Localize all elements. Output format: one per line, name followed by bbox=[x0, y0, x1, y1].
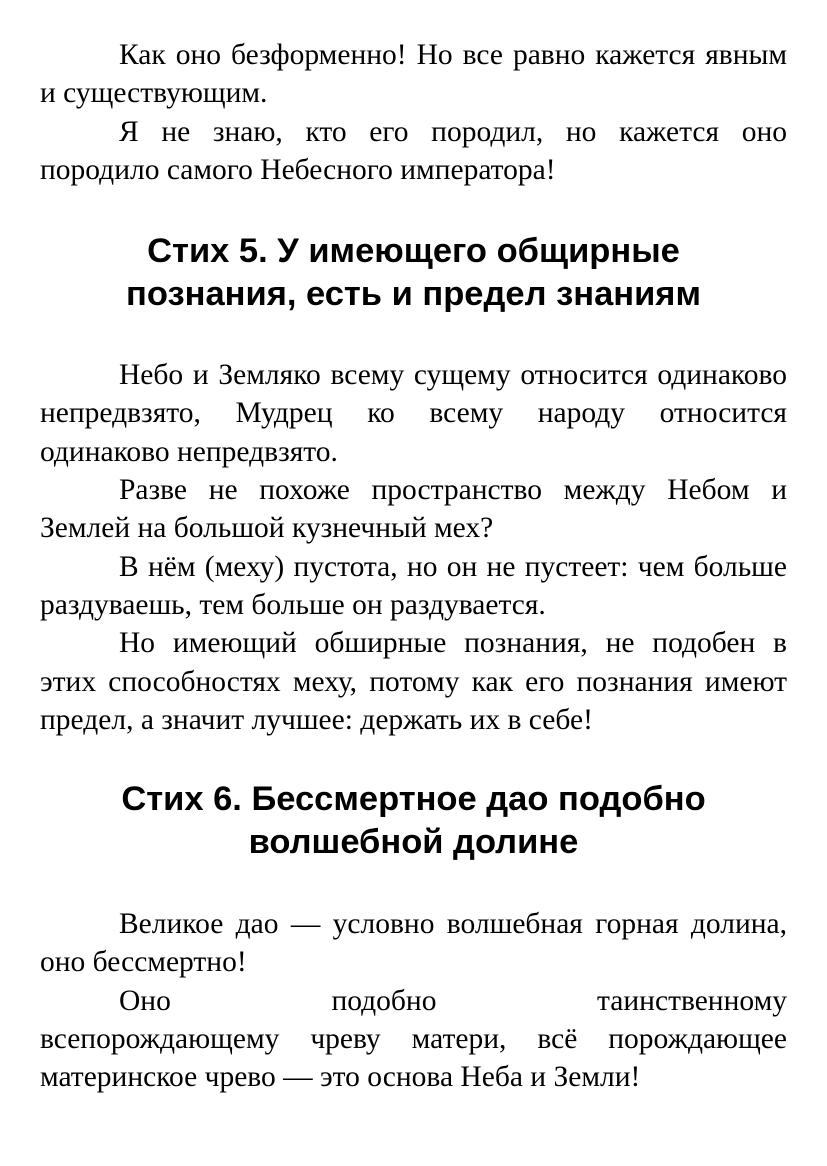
section-heading-verse-5 bbox=[40, 230, 787, 316]
paragraph: Я не знаю, кто его породил, но кажется оно породило самого Небесного императора! bbox=[40, 115, 787, 186]
paragraph: Но имеющий обширные познания, не подобен в этих способностях меху, потому как его познания имеют предел, а значит лучшее: держать их в себе! bbox=[40, 627, 787, 736]
intro-section bbox=[40, 36, 787, 189]
paragraph: Великое дао — условно волшебная горная долина, оно бессмертно! bbox=[40, 908, 787, 979]
paragraph: Как оно безформенно! Но все равно кажется явным и существующим. bbox=[40, 39, 787, 110]
heading-line: волшебной долине bbox=[248, 823, 579, 862]
heading-line: Стих 6. Бессмертное дао подобно bbox=[121, 780, 706, 819]
paragraph-continuation: всепорождающему чреву матери, всё порождающее материнское чрево — это основа Неба и Земли! bbox=[40, 1023, 787, 1094]
paragraph: В нём (меху) пустота, но он не пустеет: чем больше раздуваешь, тем больше он раздувается. bbox=[40, 550, 787, 621]
paragraph: Разве не похоже пространство между Небом и Землей на большой кузнечный мех? bbox=[40, 474, 787, 545]
document-page bbox=[40, 36, 787, 1097]
heading-line: познания, есть и предел знаниям bbox=[126, 275, 701, 314]
verse-5-section bbox=[40, 356, 787, 739]
verse-6-section bbox=[40, 905, 787, 1096]
section-heading-verse-6 bbox=[40, 778, 787, 864]
heading-line: Стих 5. У имеющего общирные bbox=[147, 232, 680, 271]
paragraph: Оно подобно таинственному bbox=[119, 984, 787, 1017]
paragraph: Небо и Земляко всему сущему относится одинаково непредвзято, Мудрец ко всему народу относится одинаково непредвзято. bbox=[40, 359, 787, 468]
